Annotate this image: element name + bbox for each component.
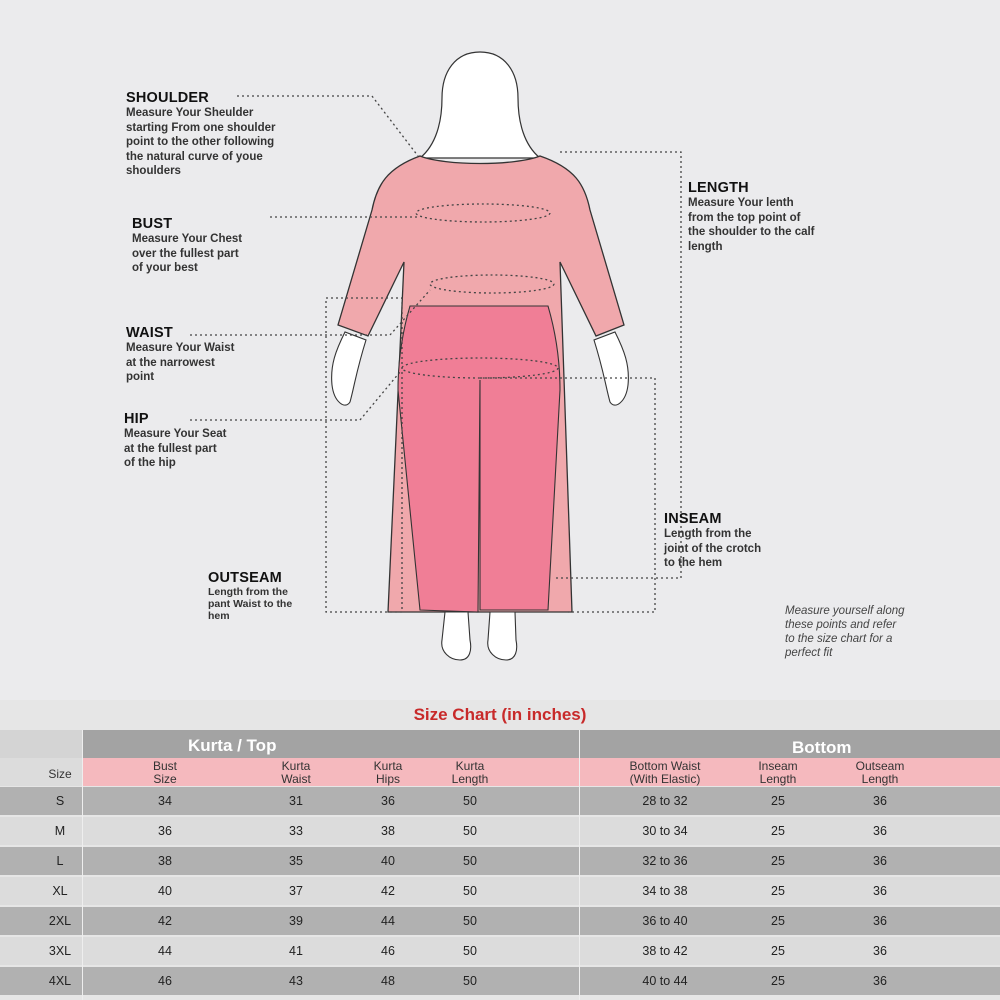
value-cell: 50 [463, 824, 477, 838]
value-cell: 42 [381, 884, 395, 898]
header-kurta-length: Kurta Length [451, 759, 489, 786]
value-cell: 35 [289, 854, 303, 868]
value-cell: 34 [158, 794, 172, 808]
value-cell: 36 to 40 [642, 914, 688, 928]
outseam-title: OUTSEAM [208, 570, 282, 586]
value-cell: 25 [771, 914, 785, 928]
value-cell: 44 [381, 914, 395, 928]
value-cell: 25 [771, 854, 785, 868]
value-cell: 40 [158, 884, 172, 898]
hip-desc: Measure Your Seat at the fullest part of the hip [124, 428, 227, 469]
length-title: LENGTH [688, 180, 749, 196]
value-cell: 34 to 38 [642, 884, 688, 898]
measure-note: Measure yourself along these points and refer to the size chart for a perfect fit [785, 605, 905, 659]
shoulder-label [126, 90, 276, 179]
value-cell: 48 [381, 974, 395, 988]
inseam-desc: Length from the joint of the crotch to the hem [664, 528, 762, 569]
size-cell: S [55, 794, 65, 808]
value-cell: 39 [289, 914, 303, 928]
value-cell: 25 [771, 794, 785, 808]
value-cell: 46 [158, 974, 172, 988]
value-cell: 36 [381, 794, 395, 808]
value-cell: 37 [289, 884, 303, 898]
value-cell: 38 to 42 [642, 944, 688, 958]
value-cell: 25 [771, 944, 785, 958]
bust-label [132, 216, 242, 276]
value-cell: 40 to 44 [642, 974, 688, 988]
value-cell: 38 [158, 854, 172, 868]
waist-label [126, 325, 234, 385]
hip-label [124, 411, 226, 471]
value-cell: 41 [289, 944, 303, 958]
size-cell: M [54, 824, 66, 838]
value-cell: 50 [463, 854, 477, 868]
value-cell: 38 [381, 824, 395, 838]
value-cell: 36 [873, 824, 887, 838]
value-cell: 36 [158, 824, 172, 838]
size-header: Size [48, 767, 72, 781]
hip-title: HIP [124, 411, 149, 427]
value-cell: 50 [463, 944, 477, 958]
left-hand [332, 332, 366, 405]
size-cell: 3XL [48, 944, 72, 958]
divider-size [82, 730, 83, 1000]
size-cell: 2XL [48, 914, 72, 928]
right-foot [488, 612, 517, 660]
value-cell: 40 [381, 854, 395, 868]
length-desc: Measure Your lenth from the top point of the shoulder to the calf length [688, 197, 815, 253]
value-cell: 28 to 32 [642, 794, 688, 808]
value-cell: 32 to 36 [642, 854, 688, 868]
waist-title: WAIST [126, 325, 173, 341]
divider-groups [579, 730, 580, 1000]
header-inseam: Inseam Length [758, 759, 798, 786]
shoulder-title: SHOULDER [126, 90, 209, 106]
header-bottom-waist: Bottom Waist (With Elastic) [629, 759, 701, 786]
inseam-title: INSEAM [664, 511, 722, 527]
value-cell: 46 [381, 944, 395, 958]
header-kurta-waist: Kurta Waist [281, 759, 311, 786]
value-cell: 36 [873, 794, 887, 808]
head [420, 52, 540, 158]
chart-title: Size Chart (in inches) [413, 705, 587, 724]
value-cell: 25 [771, 884, 785, 898]
value-cell: 50 [463, 974, 477, 988]
value-cell: 33 [289, 824, 303, 838]
size-cell: L [56, 854, 64, 868]
outseam-desc: Length from the pant Waist to the hem [208, 586, 293, 622]
value-cell: 50 [463, 914, 477, 928]
value-cell: 36 [873, 854, 887, 868]
value-cell: 42 [158, 914, 172, 928]
value-cell: 36 [873, 974, 887, 988]
left-foot [442, 612, 471, 660]
value-cell: 50 [463, 884, 477, 898]
waist-desc: Measure Your Waist at the narrowest point [126, 342, 235, 383]
value-cell: 36 [873, 914, 887, 928]
header-kurta-hips: Kurta Hips [373, 759, 403, 786]
bust-desc: Measure Your Chest over the fullest part of your best [132, 233, 243, 274]
value-cell: 30 to 34 [642, 824, 688, 838]
header-outseam: Outseam Length [855, 759, 905, 786]
group-kurta: Kurta / Top [188, 736, 277, 755]
value-cell: 44 [158, 944, 172, 958]
size-corner [0, 730, 83, 758]
size-cell: 4XL [48, 974, 72, 988]
shoulder-desc: Measure Your Sheulder starting From one shoulder point to the other following the natural curve of youe shoulders [126, 107, 276, 177]
value-cell: 25 [771, 974, 785, 988]
value-cell: 25 [771, 824, 785, 838]
bust-title: BUST [132, 216, 173, 232]
value-cell: 31 [289, 794, 303, 808]
value-cell: 43 [289, 974, 303, 988]
size-cell: XL [52, 884, 68, 898]
length-label [688, 180, 815, 254]
value-cell: 36 [873, 884, 887, 898]
header-bust: Bust Size [152, 759, 177, 786]
value-cell: 36 [873, 944, 887, 958]
outseam-label [208, 570, 292, 622]
group-bottom: Bottom [792, 738, 852, 757]
value-cell: 50 [463, 794, 477, 808]
inseam-label [664, 511, 761, 571]
right-hand [594, 332, 628, 405]
